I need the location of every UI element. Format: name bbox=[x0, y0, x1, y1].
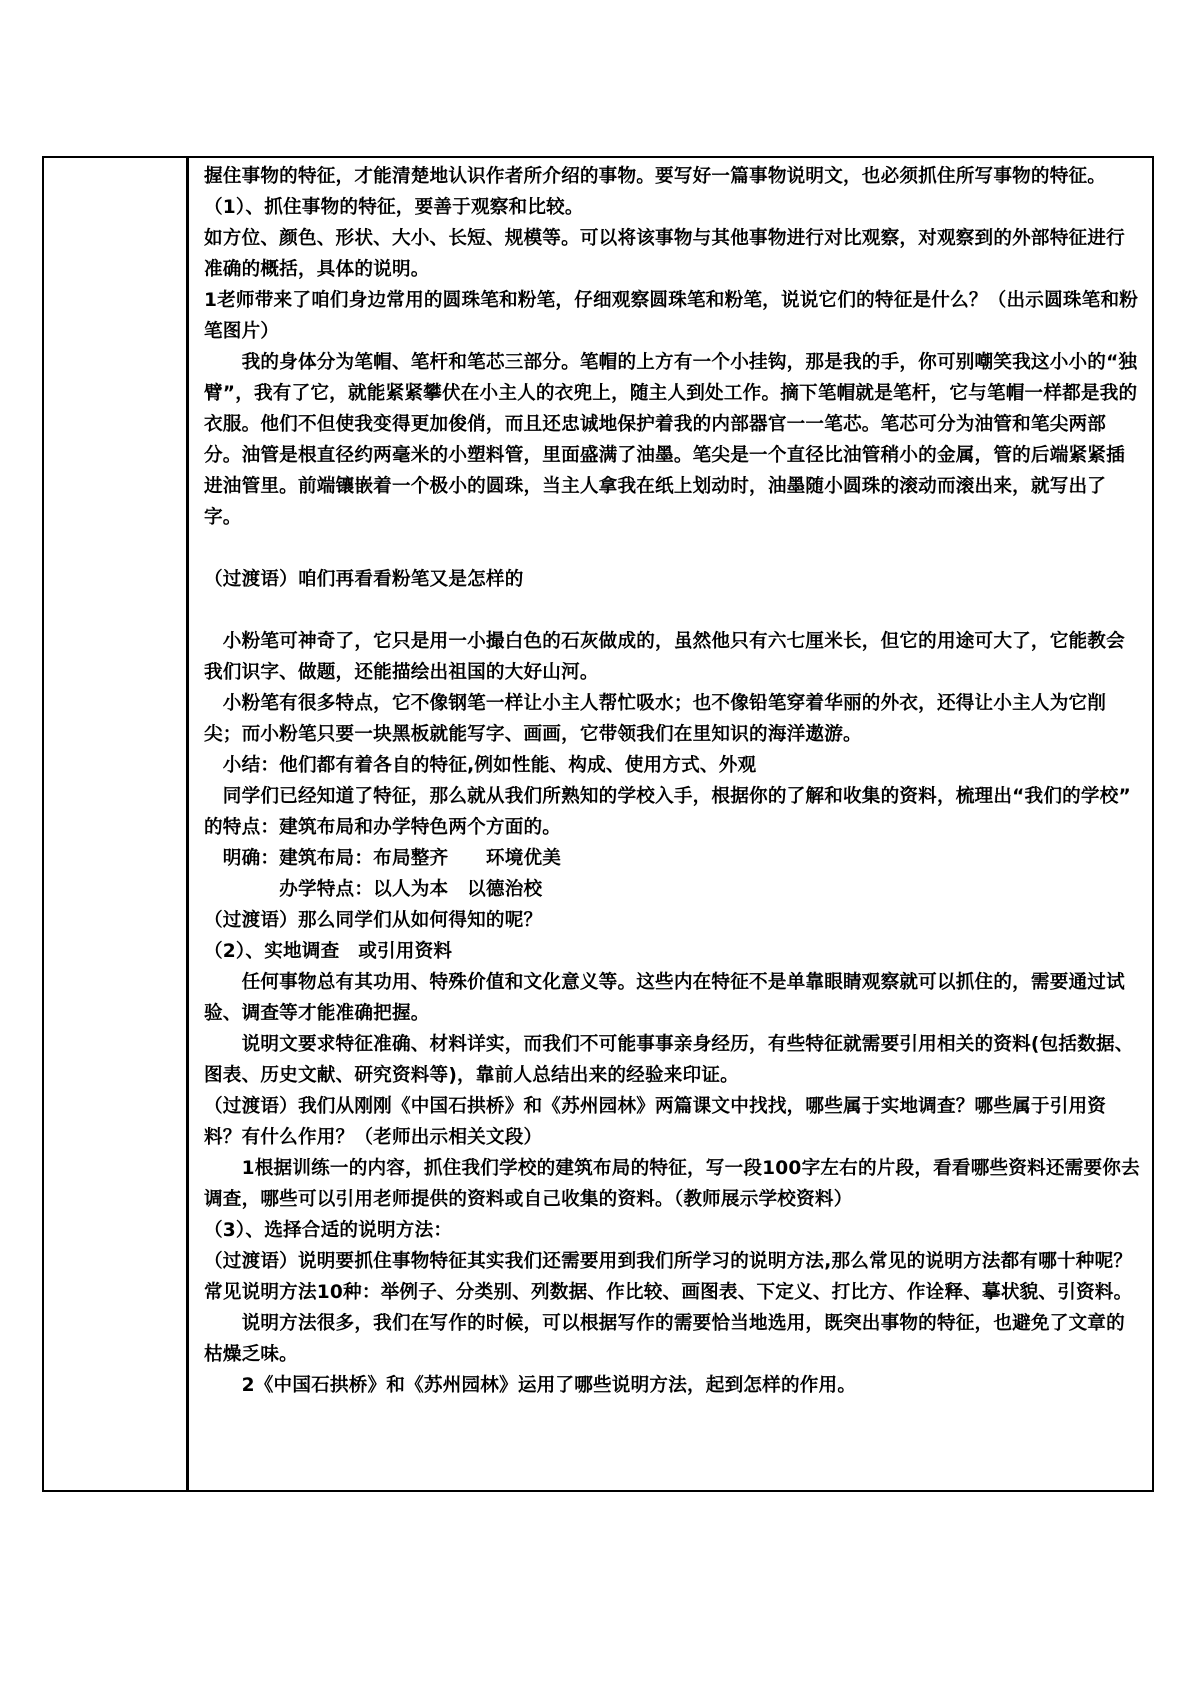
paragraph: 小结：他们都有着各自的特征,例如性能、构成、使用方式、外观 bbox=[204, 755, 757, 776]
content-cell bbox=[192, 158, 1152, 1490]
paragraph: （过渡语）我们从刚刚《中国石拱桥》和《苏州园林》两篇课文中找找，哪些属于实地调查？哪些属于引用资料？有什么作用？（老师出示相关文段） bbox=[204, 1096, 1107, 1148]
paragraph: 如方位、颜色、形状、大小、长短、规模等。可以将该事物与其他事物进行对比观察，对观察到的外部特征进行准确的概括，具体的说明。 bbox=[204, 228, 1125, 280]
paragraph: 1老师带来了咱们身边常用的圆珠笔和粉笔，仔细观察圆珠笔和粉笔，说说它们的特征是什么？（出示圆珠笔和粉笔图片） bbox=[204, 290, 1139, 342]
paragraph: （过渡语）咱们再看看粉笔又是怎样的 bbox=[204, 569, 524, 590]
paragraph: 握住事物的特征，才能清楚地认识作者所介绍的事物。要写好一篇事物说明文，也必须抓住所写事物的特征。 bbox=[204, 166, 1107, 187]
paragraph: 任何事物总有其功用、特殊价值和文化意义等。这些内在特征不是单靠眼睛观察就可以抓住的，需要通过试验、调查等才能准确把握。 bbox=[204, 972, 1125, 1024]
paragraph: （2）、实地调查 或引用资料 bbox=[204, 941, 453, 962]
blank-line bbox=[204, 533, 1142, 564]
paragraph: 1根据训练一的内容，抓住我们学校的建筑布局的特征，写一段100字左右的片段，看看哪些资料还需要你去调查，哪些可以引用老师提供的资料或自己收集的资料。（教师展示学校资料） bbox=[204, 1158, 1140, 1210]
blank-line bbox=[204, 595, 1142, 626]
lesson-table bbox=[42, 156, 1154, 1492]
paragraph: 2《中国石拱桥》和《苏州园林》运用了哪些说明方法，起到怎样的作用。 bbox=[204, 1375, 857, 1396]
paragraph: 常见说明方法10种：举例子、分类别、列数据、作比较、画图表、下定义、打比方、作诠释、摹状貌、引资料。 bbox=[204, 1282, 1133, 1303]
paragraph: 我的身体分为笔帽、笔杆和笔芯三部分。笔帽的上方有一个小挂钩，那是我的手，你可别嘲笑我这小小的“独臂”，我有了它，就能紧紧攀伏在小主人的衣兜上，随主人到处工作。摘下笔帽就是笔杆，它与笔帽一样都是我的衣服。他们不但使我变得更加俊俏，而且还忠诚地保护着我的内部器官一一笔芯。笔芯可分为油管和笔尖两部分。油管是根直径约两毫米的小塑料管，里面盛满了油墨。笔尖是一个直径比油管稍小的金属，管的后端紧紧插进油管里。前端镶嵌着一个极小的圆珠，当主人拿我在纸上划动时，油墨随小圆珠的滚动而滚出来，就写出了字。 bbox=[204, 352, 1138, 528]
paragraph: 办学特点：以人为本 以德治校 bbox=[204, 879, 543, 900]
paragraph: 小粉笔有很多特点，它不像钢笔一样让小主人帮忙吸水；也不像铅笔穿着华丽的外衣，还得让小主人为它削尖；而小粉笔只要一块黑板就能写字、画画，它带领我们在里知识的海洋遨游。 bbox=[204, 693, 1107, 745]
left-column-cell bbox=[44, 158, 189, 1490]
paragraph: （1）、抓住事物的特征，要善于观察和比较。 bbox=[204, 197, 584, 218]
paragraph: 小粉笔可神奇了，它只是用一小撮白色的石灰做成的，虽然他只有六七厘米长，但它的用途可大了，它能教会我们识字、做题，还能描绘出祖国的大好山河。 bbox=[204, 631, 1125, 683]
paragraph: （过渡语）那么同学们从如何得知的呢？ bbox=[204, 910, 543, 931]
paragraph: 明确：建筑布局：布局整齐 环境优美 bbox=[204, 848, 562, 869]
paragraph: （3）、选择合适的说明方法： bbox=[204, 1220, 453, 1241]
paragraph: 同学们已经知道了特征，那么就从我们所熟知的学校入手，根据你的了解和收集的资料，梳理出“我们的学校” 的特点：建筑布局和办学特色两个方面的。 bbox=[204, 786, 1150, 838]
paragraph: 说明方法很多，我们在写作的时候，可以根据写作的需要恰当地选用，既突出事物的特征，也避免了文章的枯燥乏味。 bbox=[204, 1313, 1125, 1365]
paragraph: 说明文要求特征准确、材料详实，而我们不可能事事亲身经历，有些特征就需要引用相关的资料(包括数据、图表、历史文献、研究资料等)，靠前人总结出来的经验来印证。 bbox=[204, 1034, 1134, 1086]
paragraph: （过渡语）说明要抓住事物特征其实我们还需要用到我们所学习的说明方法,那么常见的说明方法都有哪十种呢？ bbox=[204, 1251, 1133, 1272]
